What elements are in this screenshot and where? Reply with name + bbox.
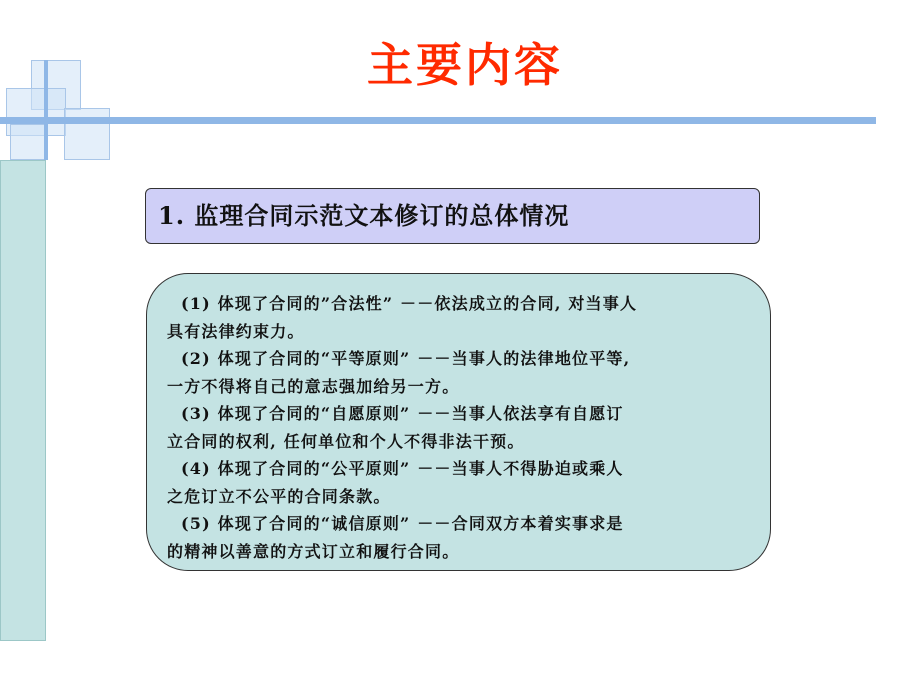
section-heading: 1. 监理合同示范文本修订的总体情况: [145, 188, 760, 244]
item-1-line-2: 具有法律约束力。: [167, 321, 305, 341]
item-4-line-1: (4) 体现了合同的“公平原则” －－当事人不得胁迫或乘人: [181, 459, 624, 478]
item-4-line-2: 之危订立不公平的合同条款。: [167, 486, 391, 506]
item-5-line-1: (5) 体现了合同的“诚信原则” －－合同双方本着实事求是: [181, 514, 624, 533]
item-5-line-2: 的精神以善意的方式订立和履行合同。: [167, 541, 460, 561]
content-panel: [146, 273, 771, 571]
item-3-line-1: (3) 体现了合同的“自愿原则” －－当事人依法享有自愿订: [181, 404, 624, 423]
item-1-line-1: (1) 体现了合同的”合法性” －－依法成立的合同, 对当事人: [181, 294, 638, 313]
decor-square: [64, 108, 110, 160]
slide-title: 主要内容: [367, 38, 563, 92]
item-2-line-2: 一方不得将自己的意志强加给另一方。: [167, 376, 460, 396]
item-3-line-2: 立合同的权利, 任何单位和个人不得非法干预。: [167, 431, 525, 451]
item-2-line-1: (2) 体现了合同的“平等原则” －－当事人的法律地位平等,: [181, 349, 631, 368]
decor-square: [10, 124, 48, 160]
header-rule: [0, 117, 876, 124]
left-sidebar-bar: [0, 160, 46, 641]
